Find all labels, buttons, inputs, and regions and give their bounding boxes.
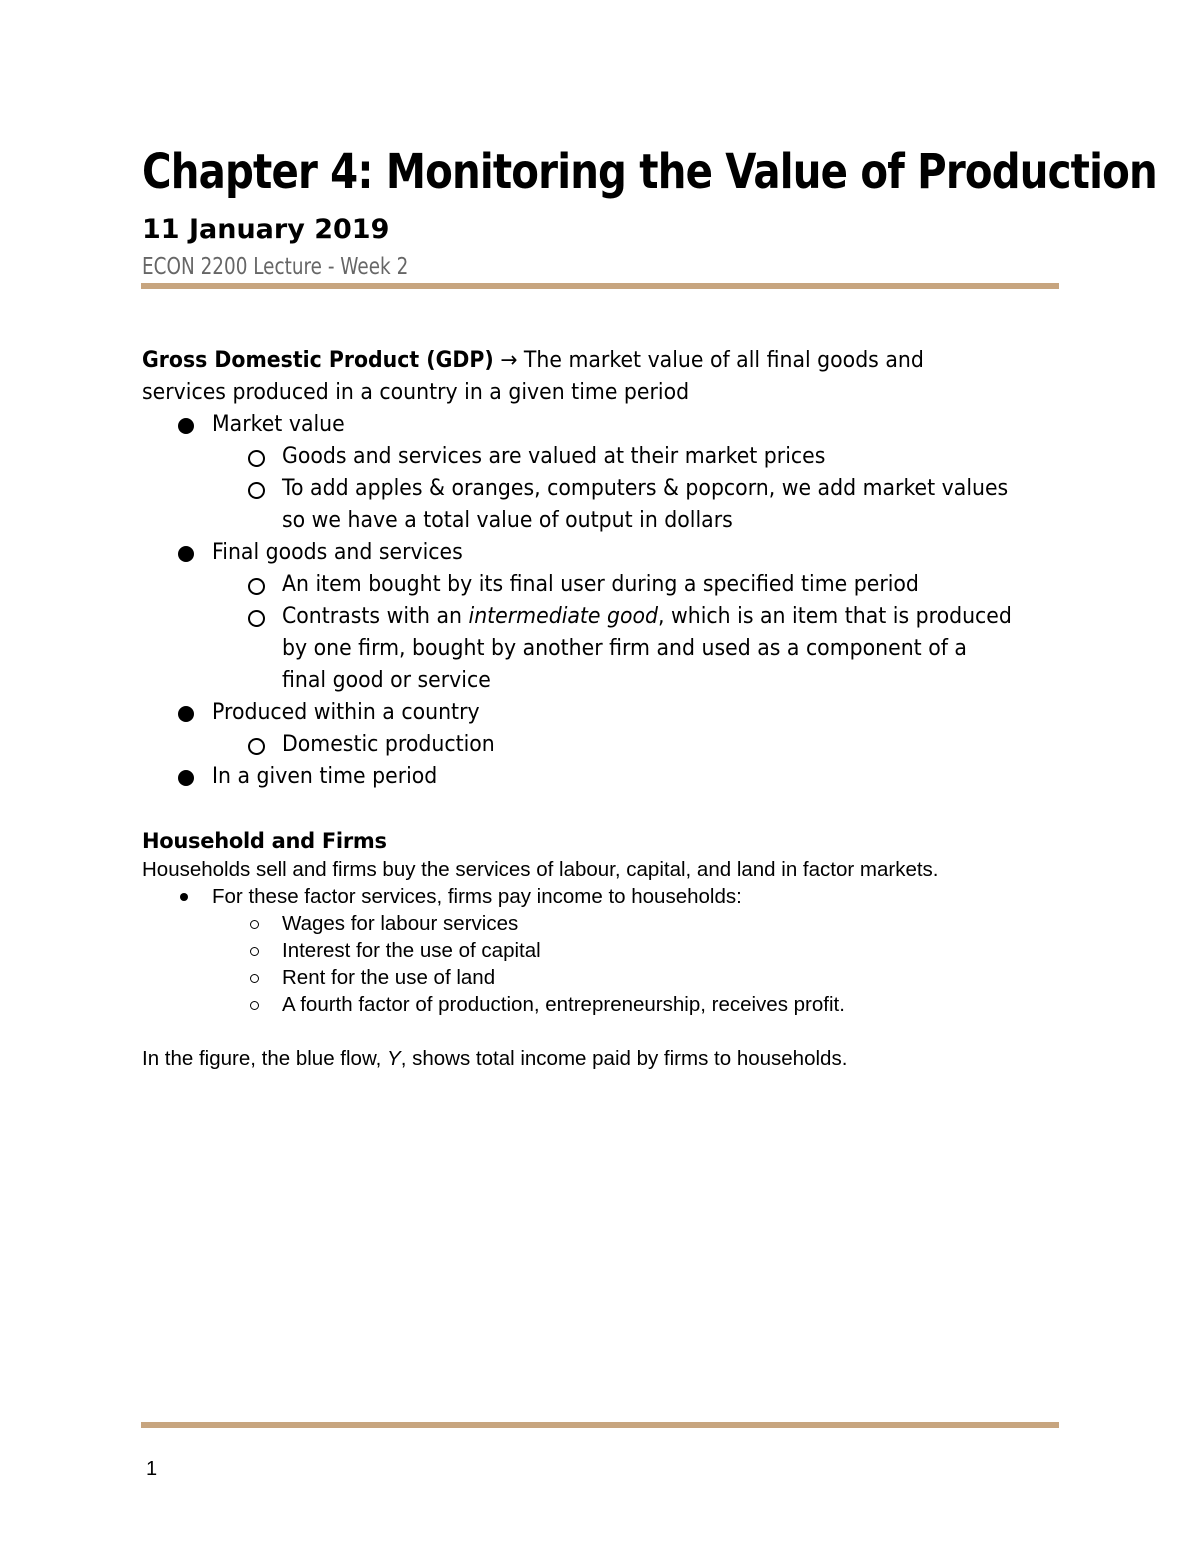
gdp-definition-cont: services produced in a country in a given time period	[142, 380, 690, 405]
list-item: Final goods and services	[142, 537, 1082, 569]
bullet-disc-icon	[178, 546, 194, 562]
list-item: For these factor services, firms pay income to households:	[142, 883, 1082, 910]
bullet-disc-icon	[178, 418, 194, 434]
bullet-circle-icon	[248, 738, 265, 755]
household-intro: Households sell and firms buy the services of labour, capital, and land in factor markets.	[142, 858, 939, 881]
figure-note: In the figure, the blue flow, Y, shows total income paid by firms to households.	[142, 1047, 848, 1070]
gdp-definition	[142, 345, 1082, 409]
bullet-circle-icon	[248, 610, 265, 627]
bullet-disc-icon	[180, 893, 188, 901]
gdp-bullet-list	[142, 409, 1082, 793]
bullet-circle-icon	[250, 974, 259, 983]
list-item: Contrasts with an intermediate good, which is an item that is produced by one firm, bought by another firm and used as a component of a final good or service	[142, 601, 1082, 697]
list-item: To add apples & oranges, computers & popcorn, we add market values so we have a total value of output in dollars	[142, 473, 1082, 537]
bullet-circle-icon	[250, 920, 259, 929]
gdp-definition-text: → The market value of all final goods and	[493, 348, 924, 373]
list-item: Wages for labour services	[142, 910, 1082, 937]
intermediate-good-term: intermediate good	[468, 604, 659, 629]
lecture-subtitle: ECON 2200 Lecture - Week 2	[142, 254, 409, 280]
list-item: Produced within a country	[142, 697, 1082, 729]
household-bullet-list	[142, 883, 1082, 1018]
bullet-circle-icon	[248, 450, 265, 467]
page-number: 1	[146, 1458, 158, 1480]
bullet-circle-icon	[248, 578, 265, 595]
list-item: Interest for the use of capital	[142, 937, 1082, 964]
household-section	[142, 826, 1082, 1072]
lecture-date: 11 January 2019	[142, 214, 390, 245]
list-item: A fourth factor of production, entrepreneurship, receives profit.	[142, 991, 1082, 1018]
header-divider	[141, 283, 1059, 289]
list-item: In a given time period	[142, 761, 1082, 793]
footer-divider	[141, 1422, 1059, 1428]
page-title: Chapter 4: Monitoring the Value of Production	[142, 144, 1157, 200]
gdp-term: Gross Domestic Product (GDP)	[142, 348, 494, 373]
bullet-disc-icon	[178, 770, 194, 786]
list-item: Domestic production	[142, 729, 1082, 761]
section-heading: Household and Firms	[142, 829, 387, 853]
list-item: An item bought by its final user during a specified time period	[142, 569, 1082, 601]
bullet-circle-icon	[250, 1001, 259, 1010]
list-item: Goods and services are valued at their market prices	[142, 441, 1082, 473]
bullet-disc-icon	[178, 706, 194, 722]
gdp-section	[142, 345, 1082, 793]
bullet-circle-icon	[248, 482, 265, 499]
list-item: Rent for the use of land	[142, 964, 1082, 991]
list-item: Market value	[142, 409, 1082, 441]
bullet-circle-icon	[250, 947, 259, 956]
